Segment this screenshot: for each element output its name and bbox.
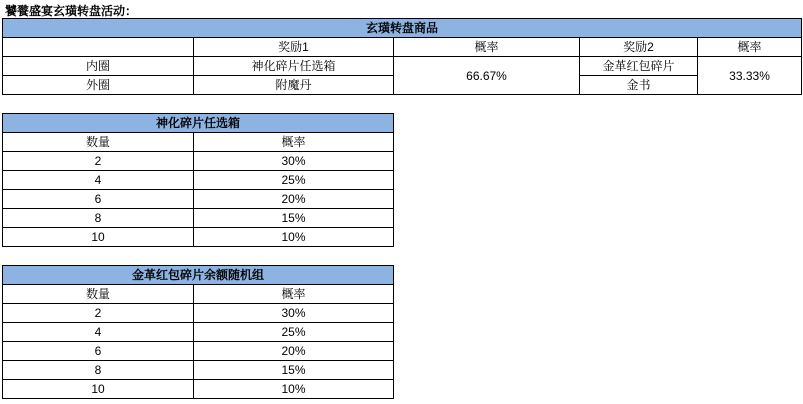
header-row	[3, 38, 802, 57]
table-row	[3, 342, 394, 361]
reward2-cell: 金书	[580, 76, 698, 95]
quantity-cell: 4	[3, 323, 194, 342]
table-row	[3, 380, 394, 399]
table-row	[3, 228, 394, 247]
probability-cell: 25%	[194, 323, 394, 342]
quantity-cell: 6	[3, 342, 194, 361]
header-cell-empty	[3, 38, 194, 57]
ring-cell: 外圈	[3, 76, 194, 95]
table-row	[3, 57, 802, 76]
turntable-goods-table	[2, 18, 802, 95]
header-cell-probability: 概率	[194, 285, 394, 304]
reward1-cell: 神化碎片任选箱	[194, 57, 394, 76]
quantity-cell: 6	[3, 190, 194, 209]
header-cell-quantity: 数量	[3, 133, 194, 152]
probability-cell: 25%	[194, 171, 394, 190]
table-row	[3, 304, 394, 323]
prob1-cell: 66.67%	[394, 57, 580, 95]
quantity-cell: 8	[3, 209, 194, 228]
header-cell-reward1: 奖励1	[194, 38, 394, 57]
quantity-cell: 10	[3, 228, 194, 247]
header-row	[3, 133, 394, 152]
reward2-cell: 金革红包碎片	[580, 57, 698, 76]
prob2-cell: 33.33%	[698, 57, 802, 95]
header-cell-probability: 概率	[194, 133, 394, 152]
table-row	[3, 152, 394, 171]
table-row	[3, 190, 394, 209]
probability-cell: 20%	[194, 190, 394, 209]
quantity-cell: 2	[3, 304, 194, 323]
page-heading: 饕餮盛宴玄璜转盘活动：	[5, 4, 138, 18]
header-cell-quantity: 数量	[3, 285, 194, 304]
header-row	[3, 285, 394, 304]
probability-cell: 15%	[194, 361, 394, 380]
header-cell-prob2: 概率	[698, 38, 802, 57]
header-cell-prob1: 概率	[394, 38, 580, 57]
probability-cell: 15%	[194, 209, 394, 228]
probability-cell: 20%	[194, 342, 394, 361]
shenhua-fragment-box-table	[2, 113, 394, 247]
probability-cell: 10%	[194, 228, 394, 247]
table-title: 玄璜转盘商品	[3, 19, 802, 38]
header-cell-reward2: 奖励2	[580, 38, 698, 57]
probability-cell: 10%	[194, 380, 394, 399]
table-title: 金革红包碎片余额随机组	[3, 266, 394, 285]
table-row	[3, 209, 394, 228]
table-title: 神化碎片任选箱	[3, 114, 394, 133]
table-row	[3, 171, 394, 190]
quantity-cell: 2	[3, 152, 194, 171]
reward1-cell: 附魔丹	[194, 76, 394, 95]
quantity-cell: 4	[3, 171, 194, 190]
probability-cell: 30%	[194, 304, 394, 323]
probability-cell: 30%	[194, 152, 394, 171]
quantity-cell: 8	[3, 361, 194, 380]
table-row	[3, 361, 394, 380]
ring-cell: 内圈	[3, 57, 194, 76]
table-row	[3, 323, 394, 342]
quantity-cell: 10	[3, 380, 194, 399]
red-packet-fragment-table	[2, 265, 394, 399]
